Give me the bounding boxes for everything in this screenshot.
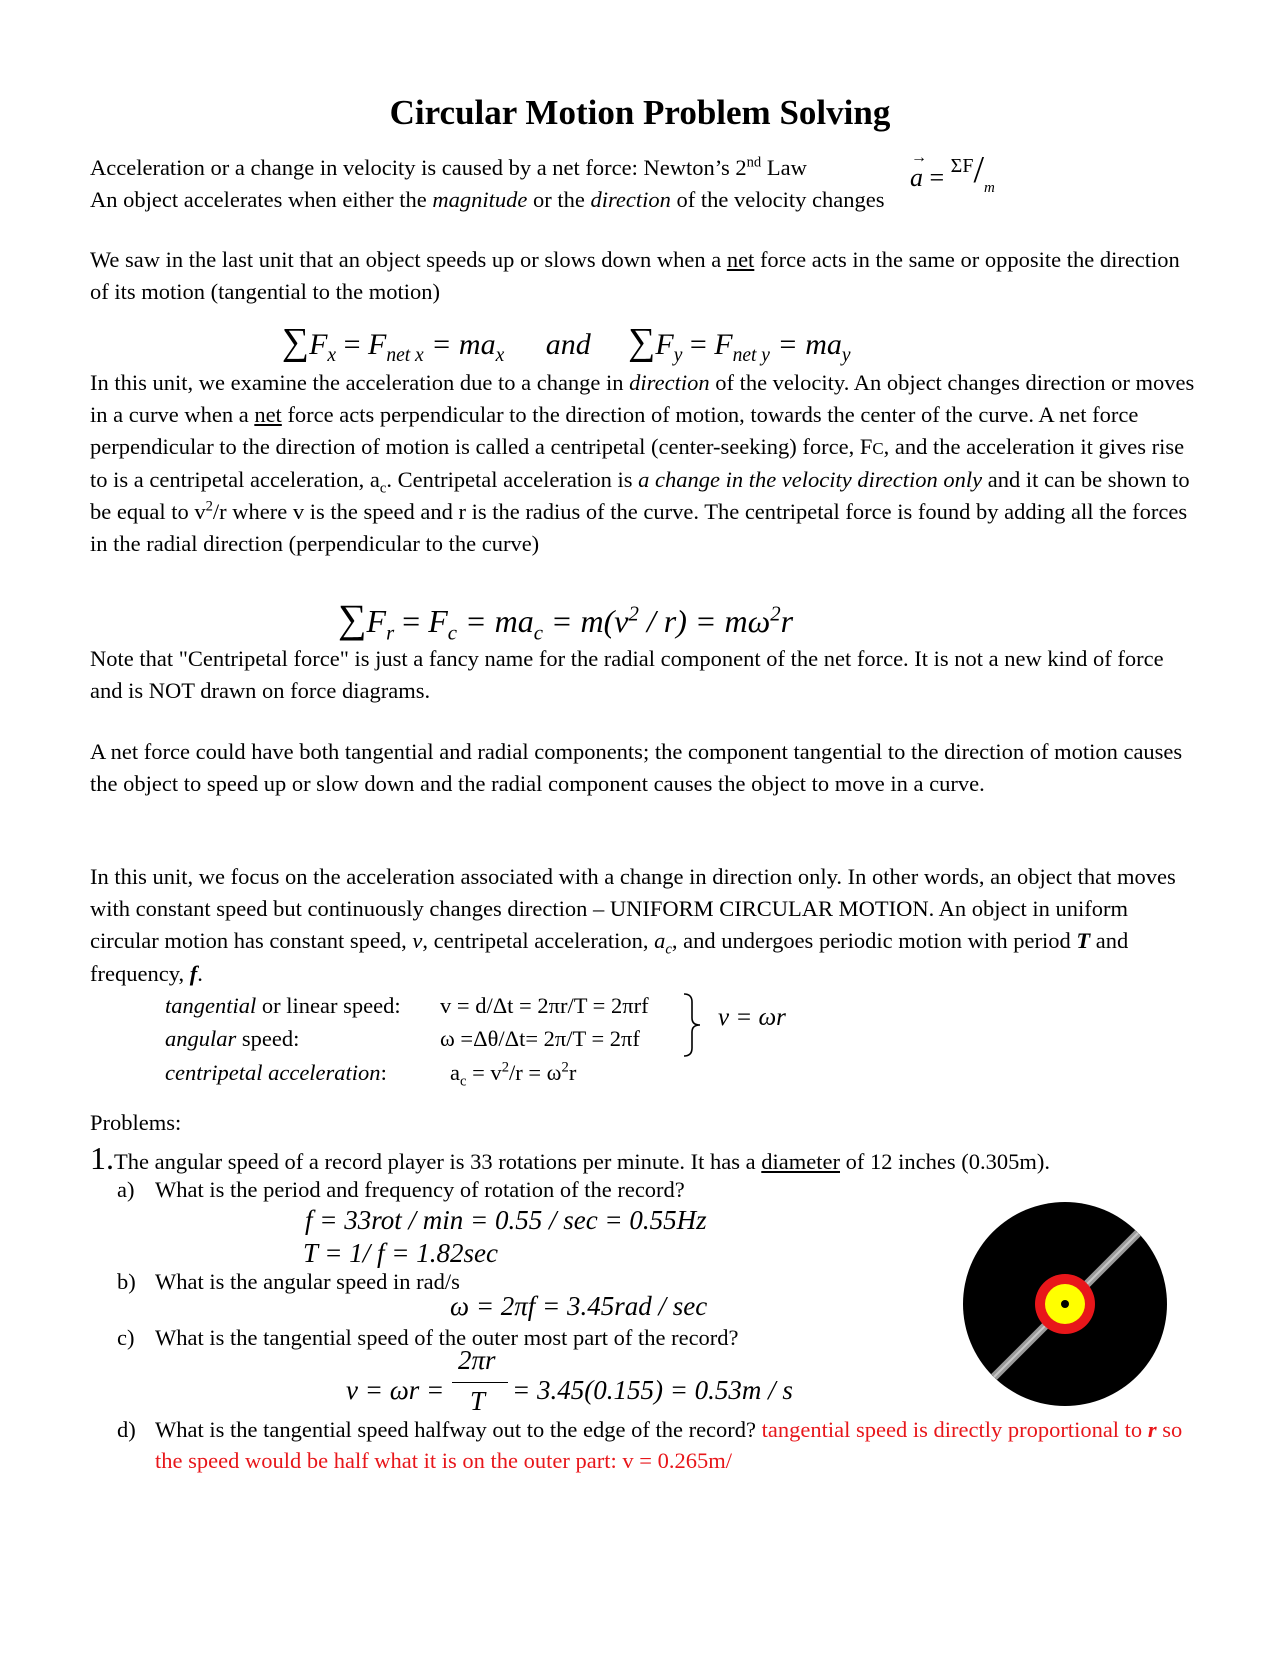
paragraph-components: A net force could have both tangential and radial components; the component tangential to the direction of motion causes the object to speed up or slow down and the radial component causes the object to move in a curve. (90, 739, 1183, 797)
equation-tangential: $\sum F_x = F_{net x} = ma_x$ and $\sum F_y = F_{net y} = ma_y$ (282, 321, 851, 366)
question-c-label: c) (117, 1325, 135, 1350)
def-formula-tangential: v = d/Δt = 2πr/T = 2πrf (440, 993, 649, 1018)
def-formula-centripetal: $a_c = v^2/r = \omega^2r$ (450, 1059, 577, 1090)
answer-a-frequency: f = 33rot / min = 0.55 / sec = 0.55Hz (305, 1205, 707, 1235)
question-d-label: d) (117, 1417, 136, 1442)
intro-line-2: An object accelerates when either the magnitude or the direction of the velocity changes (90, 187, 885, 212)
law-numerator: ΣF (950, 155, 974, 177)
answer-c-lhs: v = ωr = (346, 1375, 445, 1405)
def-formula-angular: ω =Δθ/Δt= 2π/T = 2πf (440, 1026, 640, 1051)
newton-law-formula: a → = $\Sigma F/_m$ (910, 149, 995, 196)
law-denominator: m (984, 180, 995, 196)
fraction-slash-icon: / (973, 149, 984, 191)
accel-vector: a → (910, 149, 927, 192)
paragraph-note: Note that "Centripetal force" is just a fancy name for the radial component of the net force. It is not a new kind of force and is NOT drawn on force diagrams. (90, 646, 1164, 704)
answer-a-period: T = 1/ f = 1.82sec (303, 1238, 498, 1268)
question-a-label: a) (117, 1177, 135, 1202)
page-title: Circular Motion Problem Solving (389, 93, 891, 132)
problems-heading: Problems: (90, 1110, 182, 1135)
vector-arrow-icon: → (911, 149, 927, 166)
brace-formula: v = ωr (718, 1004, 786, 1031)
curly-brace-icon (680, 990, 708, 1060)
fraction-bar (452, 1382, 508, 1383)
problem-1-stem: 1.The angular speed of a record player is 33 rotations per minute. It has a diameter of 12 inches (0.305m). (90, 1140, 1050, 1176)
def-row-tangential: tangential or linear speed: (165, 993, 401, 1018)
question-b: What is the angular speed in rad/s (155, 1269, 460, 1294)
paragraph-ucm: In this unit, we focus on the acceleration associated with a change in direction only. In other words, an object that moves with constant speed but continuously changes direction – UNIFORM CIRCULAR MOTION. An object in uniform circular motion has constant speed, v, centripetal acceleration, $a_c$, and undergoes periodic motion with period T and frequency, f. (90, 864, 1176, 986)
question-b-label: b) (117, 1269, 136, 1294)
def-row-angular: angular speed: (165, 1026, 300, 1051)
answer-c-rhs: = 3.45(0.155) = 0.53m / s (512, 1375, 793, 1405)
intro-line-1: Acceleration or a change in velocity is caused by a net force: Newton’s 2nd Law (90, 154, 807, 180)
answer-c-numerator: 2πr (458, 1345, 496, 1375)
spindle-hole-icon (1061, 1300, 1069, 1308)
question-c: What is the tangential speed of the outer most part of the record? (155, 1325, 739, 1350)
answer-d-a: tangential speed is directly proportional to (756, 1417, 1148, 1442)
question-d: What is the tangential speed halfway out to the edge of the record? tangential speed is directly proportional to r so the speed would be half what it is on the outer part: v = 0.265m/ (155, 1417, 1183, 1473)
answer-d-r: r (1147, 1417, 1157, 1442)
question-a: What is the period and frequency of rotation of the record? (155, 1177, 685, 1202)
def-row-centripetal: centripetal acceleration: (165, 1060, 387, 1085)
paragraph-tangential: We saw in the last unit that an object speeds up or slows down when a net force acts in the same or opposite the direction of its motion (tangential to the motion) (90, 247, 1180, 305)
answer-d-b: so the speed would be half what it is on the outer part: v = 0.265m/ (155, 1417, 1183, 1473)
problem-number: 1. (90, 1140, 114, 1176)
vinyl-record-illustration (960, 1199, 1170, 1409)
paragraph-centripetal: In this unit, we examine the acceleration due to a change in direction of the velocity. An object changes direction or moves in a curve when a net force acts perpendicular to the direction of motion, towards the center of the curve. A net force perpendicular to the direction of motion is called a centripetal (center-seeking) force, FC, and the acceleration it gives rise to is a centripetal acceleration, $a_c$. Centripetal acceleration is a change in the velocity direction only and it can be shown to be equal to $v^2/r$ where v is the speed and r is the radius of the curve. The centripetal force is found by adding all the forces in the radial direction (perpendicular to the curve) (90, 370, 1195, 557)
equation-radial: $\sum F_r = F_c = ma_c = m(v^2 / r) = m\omega^2r$ (338, 596, 794, 645)
answer-b-angular: ω = 2πf = 3.45rad / sec (450, 1291, 708, 1321)
answer-c-denominator: T (470, 1386, 486, 1416)
